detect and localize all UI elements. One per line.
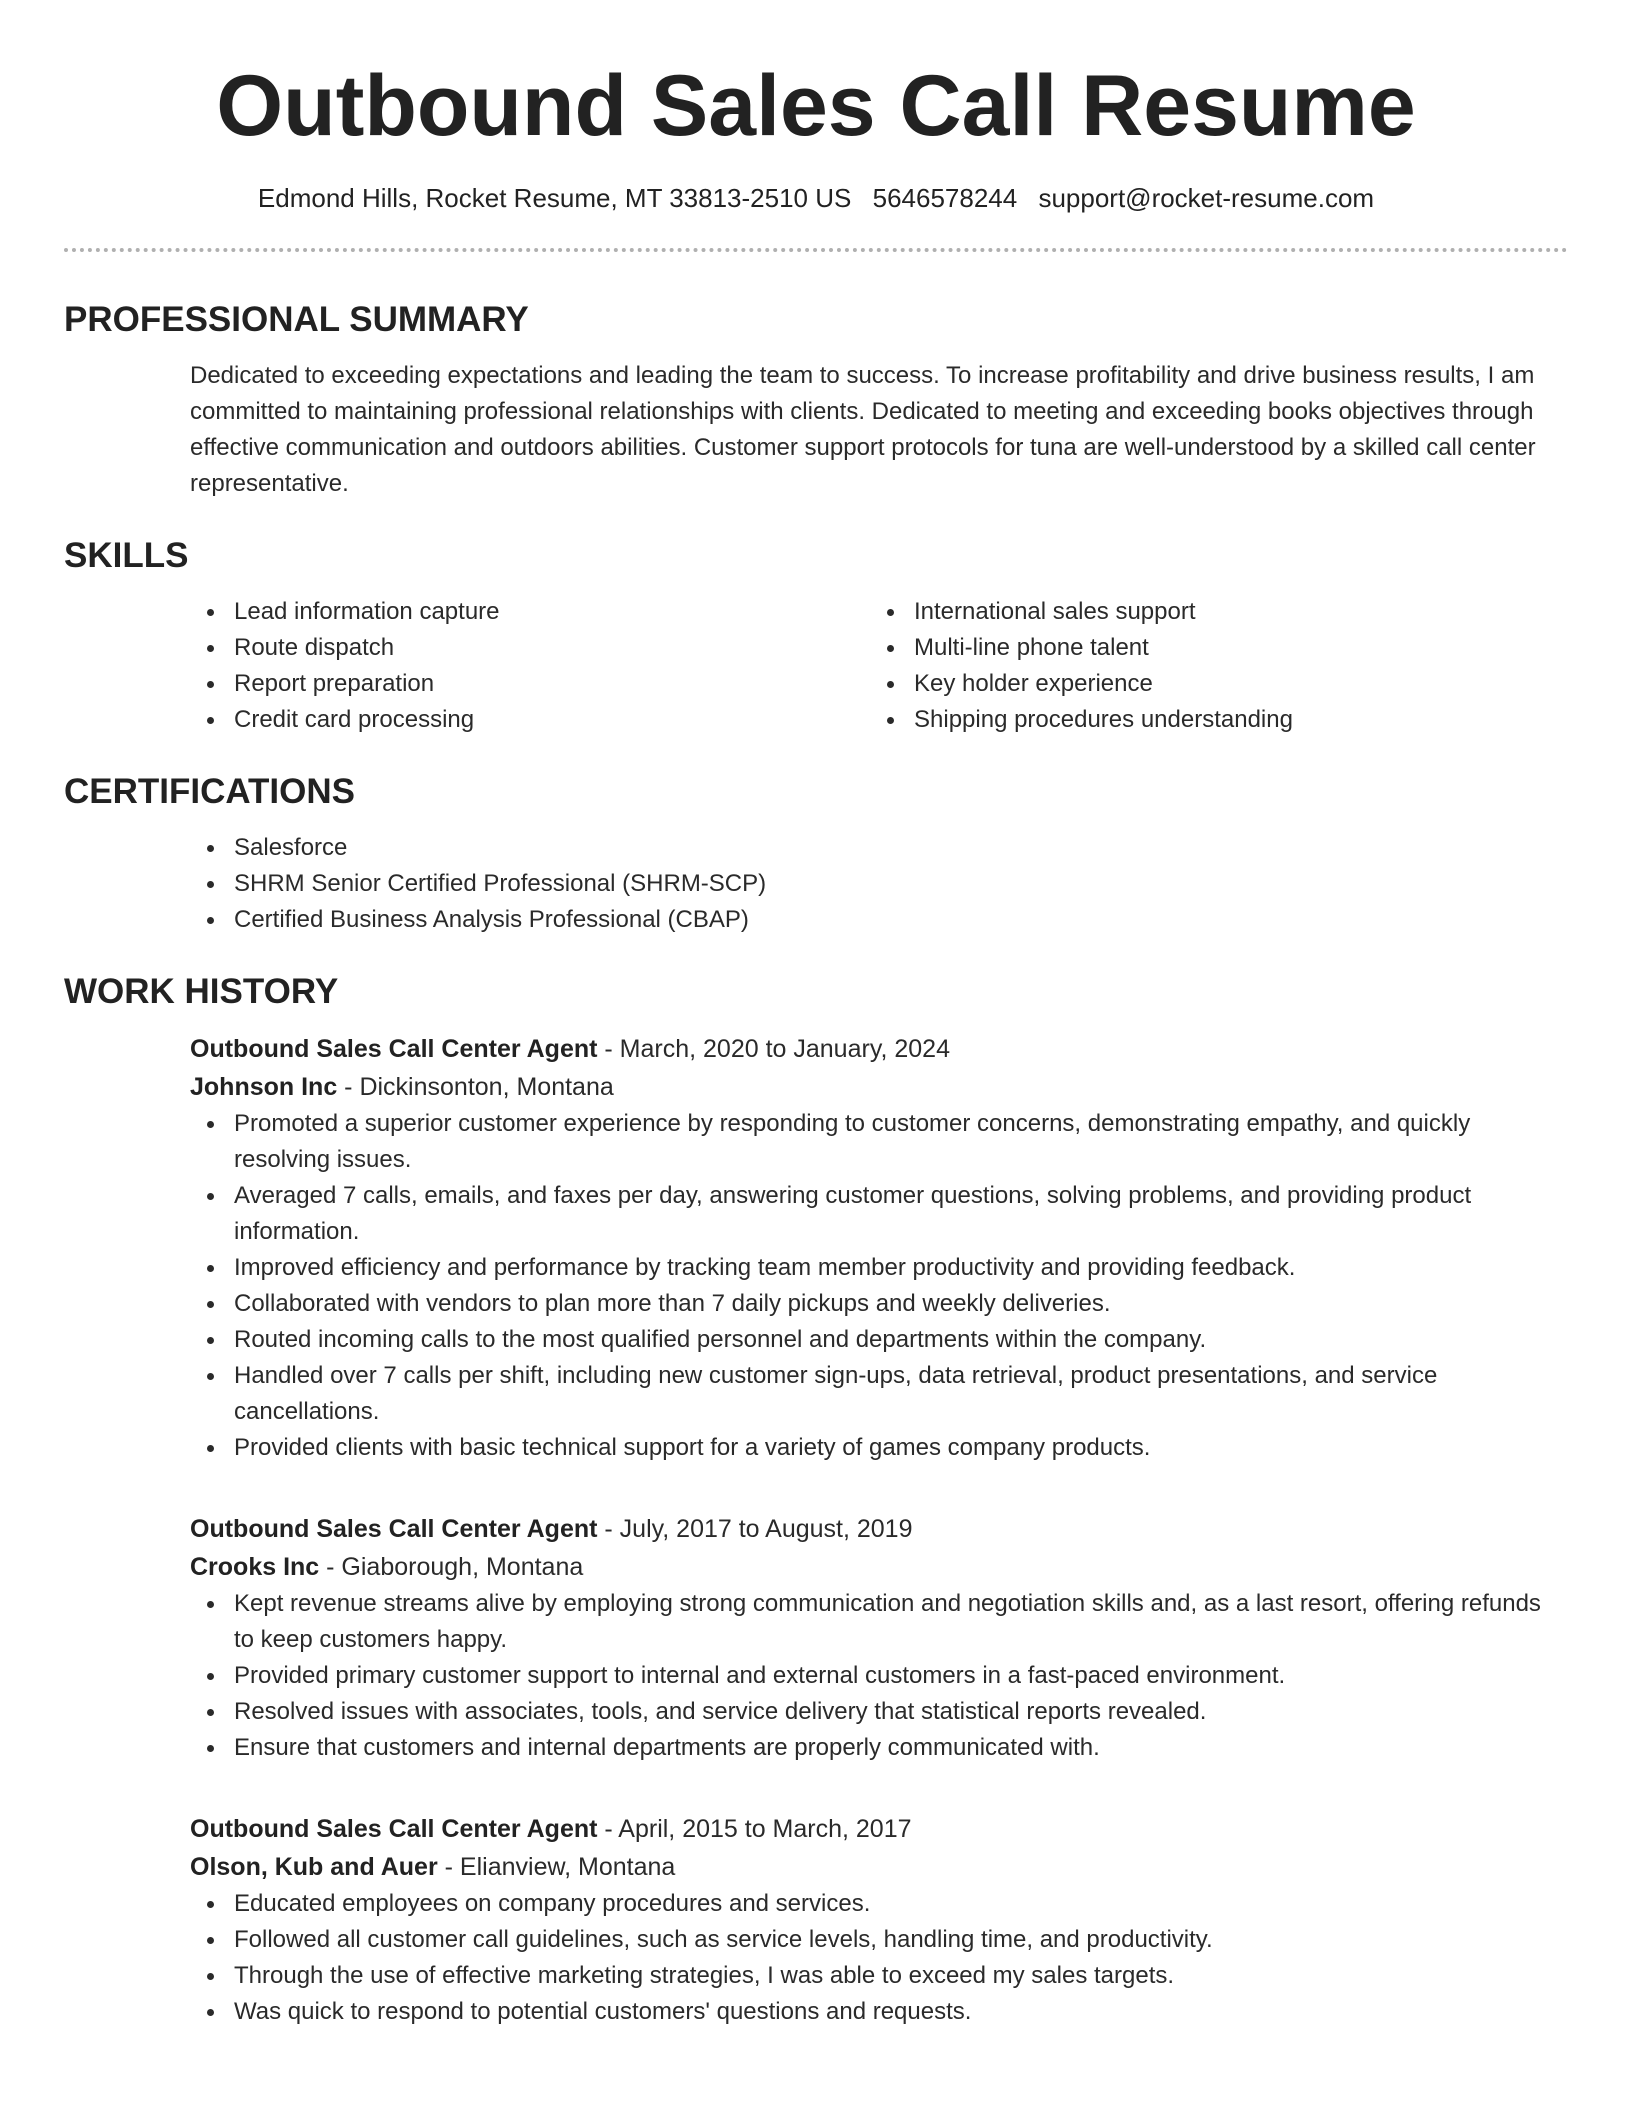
certifications-block — [64, 830, 1568, 938]
summary-text: Dedicated to exceeding expectations and leading the team to success. To increase profitability and drive business results, I am committed to maintaining professional relationships with clients. Dedicated to meeting and exceeding books objectives through effective communication and outdoors abilities. Customer support protocols for tuna are well-understood by a skilled call center representative. — [190, 362, 1536, 497]
section-heading-summary: PROFESSIONAL SUMMARY — [64, 300, 529, 339]
job-bullet: Averaged 7 calls, emails, and faxes per day, answering customer questions, solving problems, and providing product information. — [234, 1178, 1548, 1250]
skill-item: Lead information capture — [234, 594, 870, 630]
certification-item: Salesforce — [234, 830, 1568, 866]
professional-summary-section — [64, 296, 1568, 502]
job-company: Olson, Kub and Auer — [190, 1853, 438, 1881]
skill-item: Report preparation — [234, 666, 870, 702]
skill-item: Multi-line phone talent — [914, 630, 1550, 666]
contact-line — [0, 180, 1632, 216]
job-entry — [64, 1030, 1568, 1466]
section-heading-work-history: WORK HISTORY — [64, 972, 339, 1011]
skills-list-right — [870, 594, 1550, 738]
skills-column-right — [870, 594, 1550, 738]
job-bullet: Routed incoming calls to the most qualified personnel and departments within the company. — [234, 1322, 1548, 1358]
job-company-line — [190, 1848, 1568, 1886]
skills-list-left — [190, 594, 870, 738]
job-bullet: Resolved issues with associates, tools, and service delivery that statistical reports revealed. — [234, 1694, 1548, 1730]
job-company: Johnson Inc — [190, 1073, 338, 1101]
job-title-line — [190, 1030, 1568, 1068]
skills-section — [64, 532, 1568, 738]
job-company: Crooks Inc — [190, 1553, 320, 1581]
job-bullet: Provided clients with basic technical support for a variety of games company products. — [234, 1430, 1548, 1466]
certifications-section — [64, 768, 1568, 938]
job-entry — [64, 1510, 1568, 1766]
job-bullet: Through the use of effective marketing strategies, I was able to exceed my sales targets. — [234, 1958, 1548, 1994]
header-divider — [64, 248, 1568, 252]
job-bullet: Followed all customer call guidelines, such as service levels, handling time, and productivity. — [234, 1922, 1548, 1958]
resume-title: Outbound Sales Call Resume — [216, 58, 1416, 154]
job-title-line — [190, 1810, 1568, 1848]
certification-item: SHRM Senior Certified Professional (SHRM-SCP) — [234, 866, 1568, 902]
job-bullet: Kept revenue streams alive by employing strong communication and negotiation skills and, as a last resort, offering refunds to keep customers happy. — [234, 1586, 1548, 1658]
job-bullet-list — [190, 1586, 1568, 1766]
job-bullet: Collaborated with vendors to plan more than 7 daily pickups and weekly deliveries. — [234, 1286, 1548, 1322]
skill-item: Shipping procedures understanding — [914, 702, 1550, 738]
job-bullet-list — [190, 1106, 1568, 1466]
job-dates: - April, 2015 to March, 2017 — [597, 1815, 912, 1843]
contact-email: support@rocket-resume.com — [1038, 183, 1375, 213]
skill-item: Credit card processing — [234, 702, 870, 738]
job-location: - Dickinsonton, Montana — [337, 1073, 614, 1101]
skills-column-left — [190, 594, 870, 738]
job-dates: - July, 2017 to August, 2019 — [597, 1515, 913, 1543]
job-location: - Giaborough, Montana — [319, 1553, 584, 1581]
job-bullet: Promoted a superior customer experience by responding to customer concerns, demonstrating empathy, and quickly resolving issues. — [234, 1106, 1548, 1178]
job-title: Outbound Sales Call Center Agent — [190, 1035, 598, 1063]
certifications-list — [190, 830, 1568, 938]
job-bullet: Improved efficiency and performance by tracking team member productivity and providing feedback. — [234, 1250, 1548, 1286]
job-bullet: Educated employees on company procedures and services. — [234, 1886, 1548, 1922]
job-company-line — [190, 1068, 1568, 1106]
contact-phone: 5646578244 — [872, 183, 1018, 213]
work-history-section — [64, 968, 1568, 2030]
section-heading-certifications: CERTIFICATIONS — [64, 772, 356, 811]
job-bullet: Provided primary customer support to internal and external customers in a fast-paced environment. — [234, 1658, 1548, 1694]
skill-item: Key holder experience — [914, 666, 1550, 702]
section-heading-skills: SKILLS — [64, 536, 189, 575]
certification-item: Certified Business Analysis Professional (CBAP) — [234, 902, 1568, 938]
job-bullet: Ensure that customers and internal departments are properly communicated with. — [234, 1730, 1548, 1766]
skill-item: Route dispatch — [234, 630, 870, 666]
job-title: Outbound Sales Call Center Agent — [190, 1515, 598, 1543]
job-bullet-list — [190, 1886, 1568, 2030]
job-bullet: Handled over 7 calls per shift, including new customer sign-ups, data retrieval, product presentations, and service cancellations. — [234, 1358, 1548, 1430]
contact-address: Edmond Hills, Rocket Resume, MT 33813-2510 US — [257, 183, 852, 213]
job-entry — [64, 1810, 1568, 2030]
skill-item: International sales support — [914, 594, 1550, 630]
job-bullet: Was quick to respond to potential customers' questions and requests. — [234, 1994, 1548, 2030]
resume-content — [64, 296, 1568, 2030]
job-title: Outbound Sales Call Center Agent — [190, 1815, 598, 1843]
job-location: - Elianview, Montana — [437, 1853, 676, 1881]
skills-grid — [64, 594, 1568, 738]
job-title-line — [190, 1510, 1568, 1548]
job-dates: - March, 2020 to January, 2024 — [597, 1035, 950, 1063]
job-company-line — [190, 1548, 1568, 1586]
